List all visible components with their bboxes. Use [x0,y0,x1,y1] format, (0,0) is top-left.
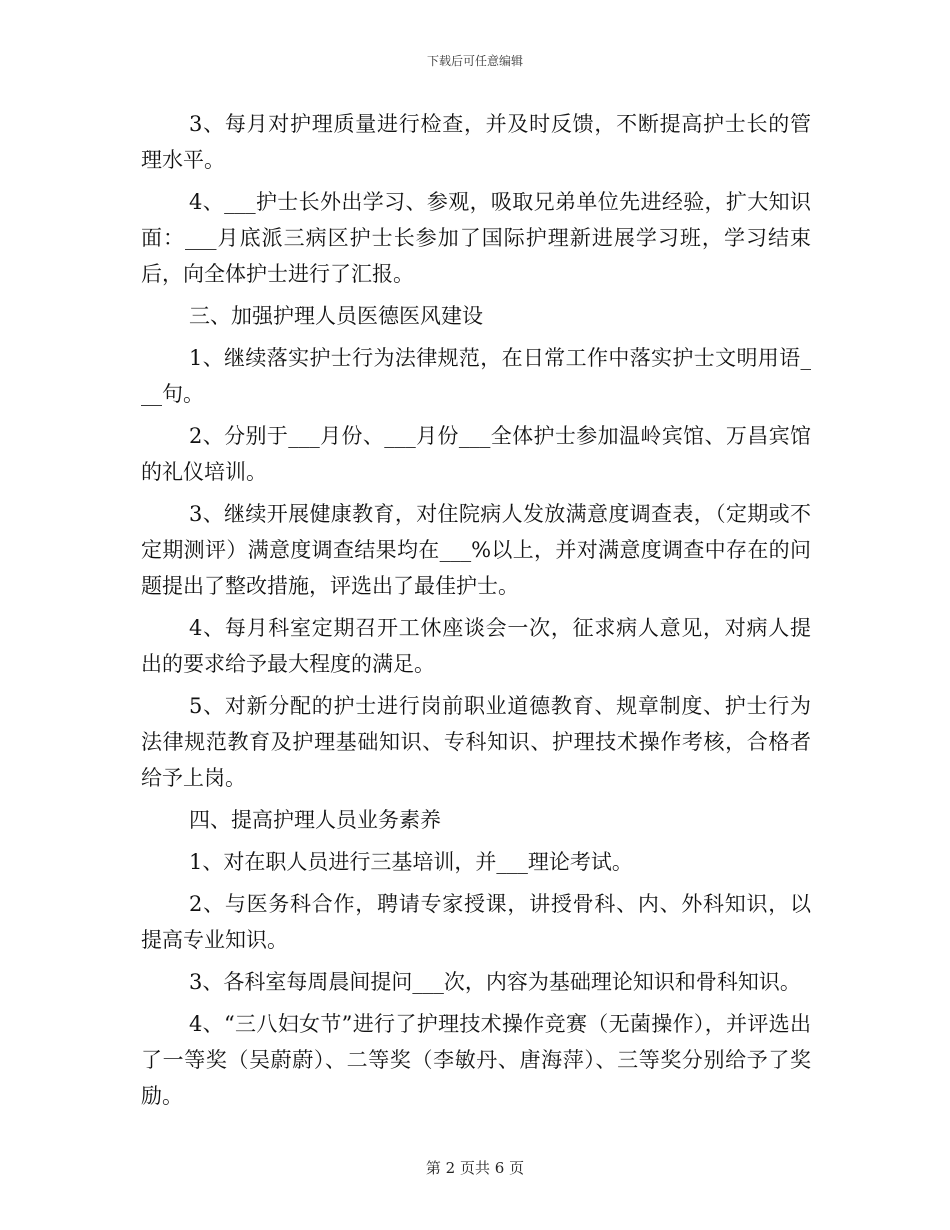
section-heading: 三、加强护理人员医德医风建设 [189,304,483,328]
paragraph: 3、各科室每周晨间提问___次，内容为基础理论知识和骨科知识。 [189,970,801,994]
paragraph: 1、继续落实护士行为法律规范，在日常工作中落实护士文明用语___句。 [141,346,811,406]
document-body [141,106,811,1120]
section-heading: 四、提高护理人员业务素养 [189,808,441,832]
paragraph: 3、继续开展健康教育，对住院病人发放满意度调查表，（定期或不定期测评）满意度调查结果均在___%以上，并对满意度调查中存在的问题提出了整改措施，评选出了最佳护士。 [141,502,811,598]
paragraph: 2、与医务科合作，聘请专家授课，讲授骨科、内、外科知识，以提高专业知识。 [141,892,811,952]
paragraph: 3、每月对护理质量进行检查，并及时反馈，不断提高护士长的管理水平。 [141,112,811,172]
paragraph: 4、___护士长外出学习、参观，吸取兄弟单位先进经验，扩大知识面：___月底派三病区护士长参加了国际护理新进展学习班，学习结束后，向全体护士进行了汇报。 [141,190,811,286]
paragraph: 1、对在职人员进行三基培训，并___理论考试。 [189,850,633,874]
page-header: 下载后可任意编辑 [426,54,523,68]
paragraph: 4、“三八妇女节”进行了护理技术操作竞赛（无菌操作），并评选出了一等奖（吴蔚蔚）、二等奖（李敏丹、唐海萍）、三等奖分别给予了奖励。 [141,1012,811,1108]
paragraph: 2、分别于___月份、___月份___全体护士参加温岭宾馆、万昌宾馆的礼仪培训。 [141,424,811,484]
page-number: 第 2 页共 6 页 [425,1159,525,1177]
paragraph: 4、每月科室定期召开工休座谈会一次，征求病人意见，对病人提出的要求给予最大程度的满足。 [141,616,811,676]
paragraph: 5、对新分配的护士进行岗前职业道德教育、规章制度、护士行为法律规范教育及护理基础知识、专科知识、护理技术操作考核，合格者给予上岗。 [141,694,811,790]
